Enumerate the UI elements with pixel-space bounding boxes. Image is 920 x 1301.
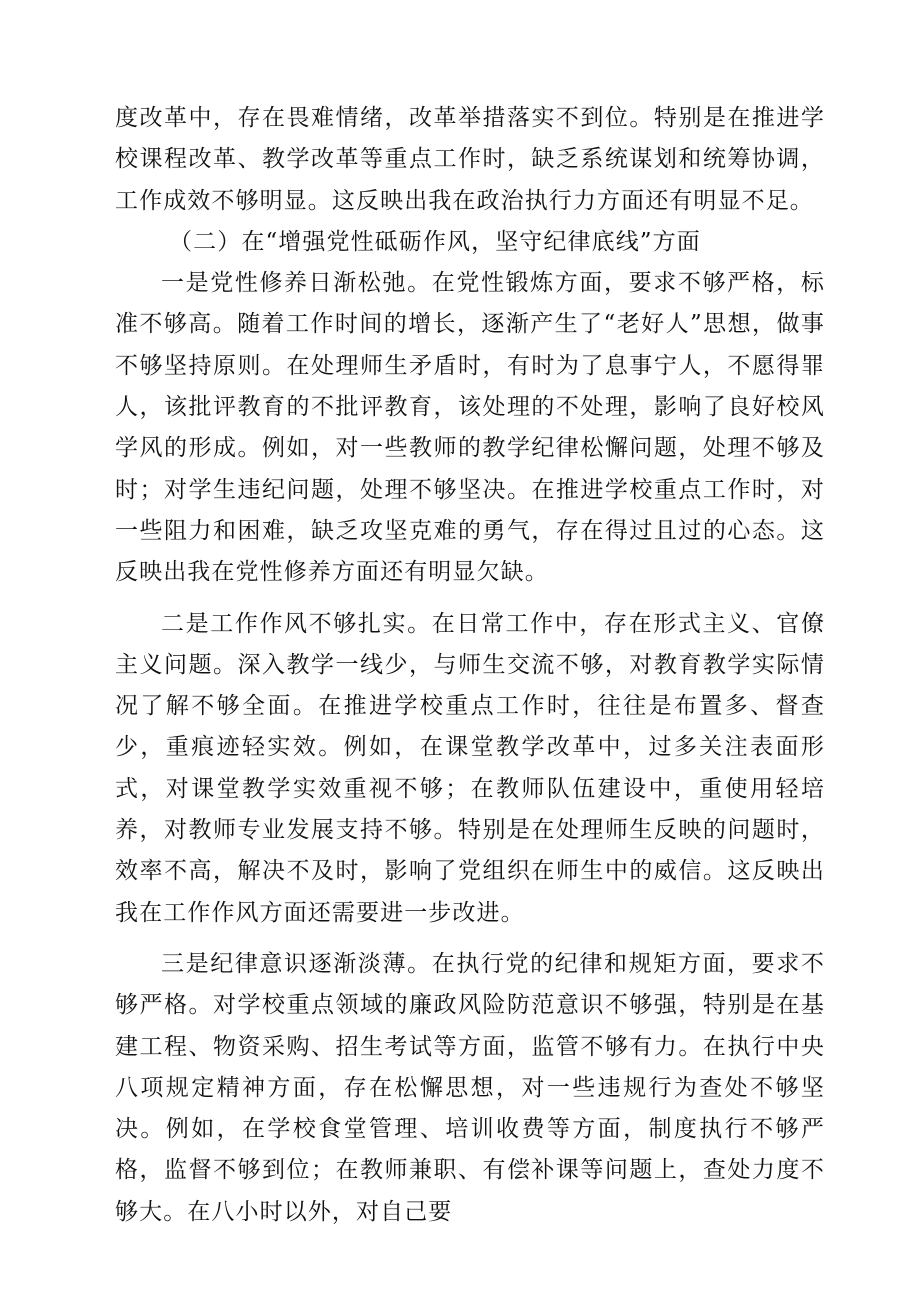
document-body	[115, 98, 825, 1233]
paragraph-party-spirit: 一是党性修养日渐松弛。在党性锻炼方面，要求不够严格，标准不够高。随着工作时间的增长，逐渐产生了“老好人”思想，做事不够坚持原则。在处理师生矛盾时，有时为了息事宁人，不愿得罪人，该批评教育的不批评教育，该处理的不处理，影响了良好校风学风的形成。例如，对一些教师的教学纪律松懈问题，处理不够及时；对学生违纪问题，处理不够坚决。在推进学校重点工作时，对一些阻力和困难，缺乏攻坚克难的勇气，存在得过且过的心态。这反映出我在党性修养方面还有明显欠缺。	[115, 270, 825, 586]
paragraph-discipline: 三是纪律意识逐渐淡薄。在执行党的纪律和规矩方面，要求不够严格。对学校重点领域的廉政风险防范意识不够强，特别是在基建工程、物资采购、招生考试等方面，监管不够有力。在执行中央八项规定精神方面，存在松懈思想，对一些违规行为查处不够坚决。例如，在学校食堂管理、培训收费等方面，制度执行不够严格，监督不够到位；在教师兼职、有偿补课等问题上，查处力度不够大。在八小时以外，对自己要	[115, 950, 825, 1225]
paragraph-work-style: 二是工作作风不够扎实。在日常工作中，存在形式主义、官僚主义问题。深入教学一线少，与师生交流不够，对教育教学实际情况了解不够全面。在推进学校重点工作时，往往是布置多、督查少，重痕迹轻实效。例如，在课堂教学改革中，过多关注表面形式，对课堂教学实效重视不够；在教师队伍建设中，重使用轻培养，对教师专业发展支持不够。特别是在处理师生反映的问题时，效率不高，解决不及时，影响了党组织在师生中的威信。这反映出我在工作作风方面还需要进一步改进。	[115, 610, 825, 926]
paragraph-continuation: 度改革中，存在畏难情绪，改革举措落实不到位。特别是在推进学校课程改革、教学改革等重点工作时，缺乏系统谋划和统筹协调，工作成效不够明显。这反映出我在政治执行力方面还有明显不足。	[115, 105, 825, 214]
section-heading: （二）在“增强党性砥砺作风，坚守纪律底线”方面	[169, 228, 701, 255]
